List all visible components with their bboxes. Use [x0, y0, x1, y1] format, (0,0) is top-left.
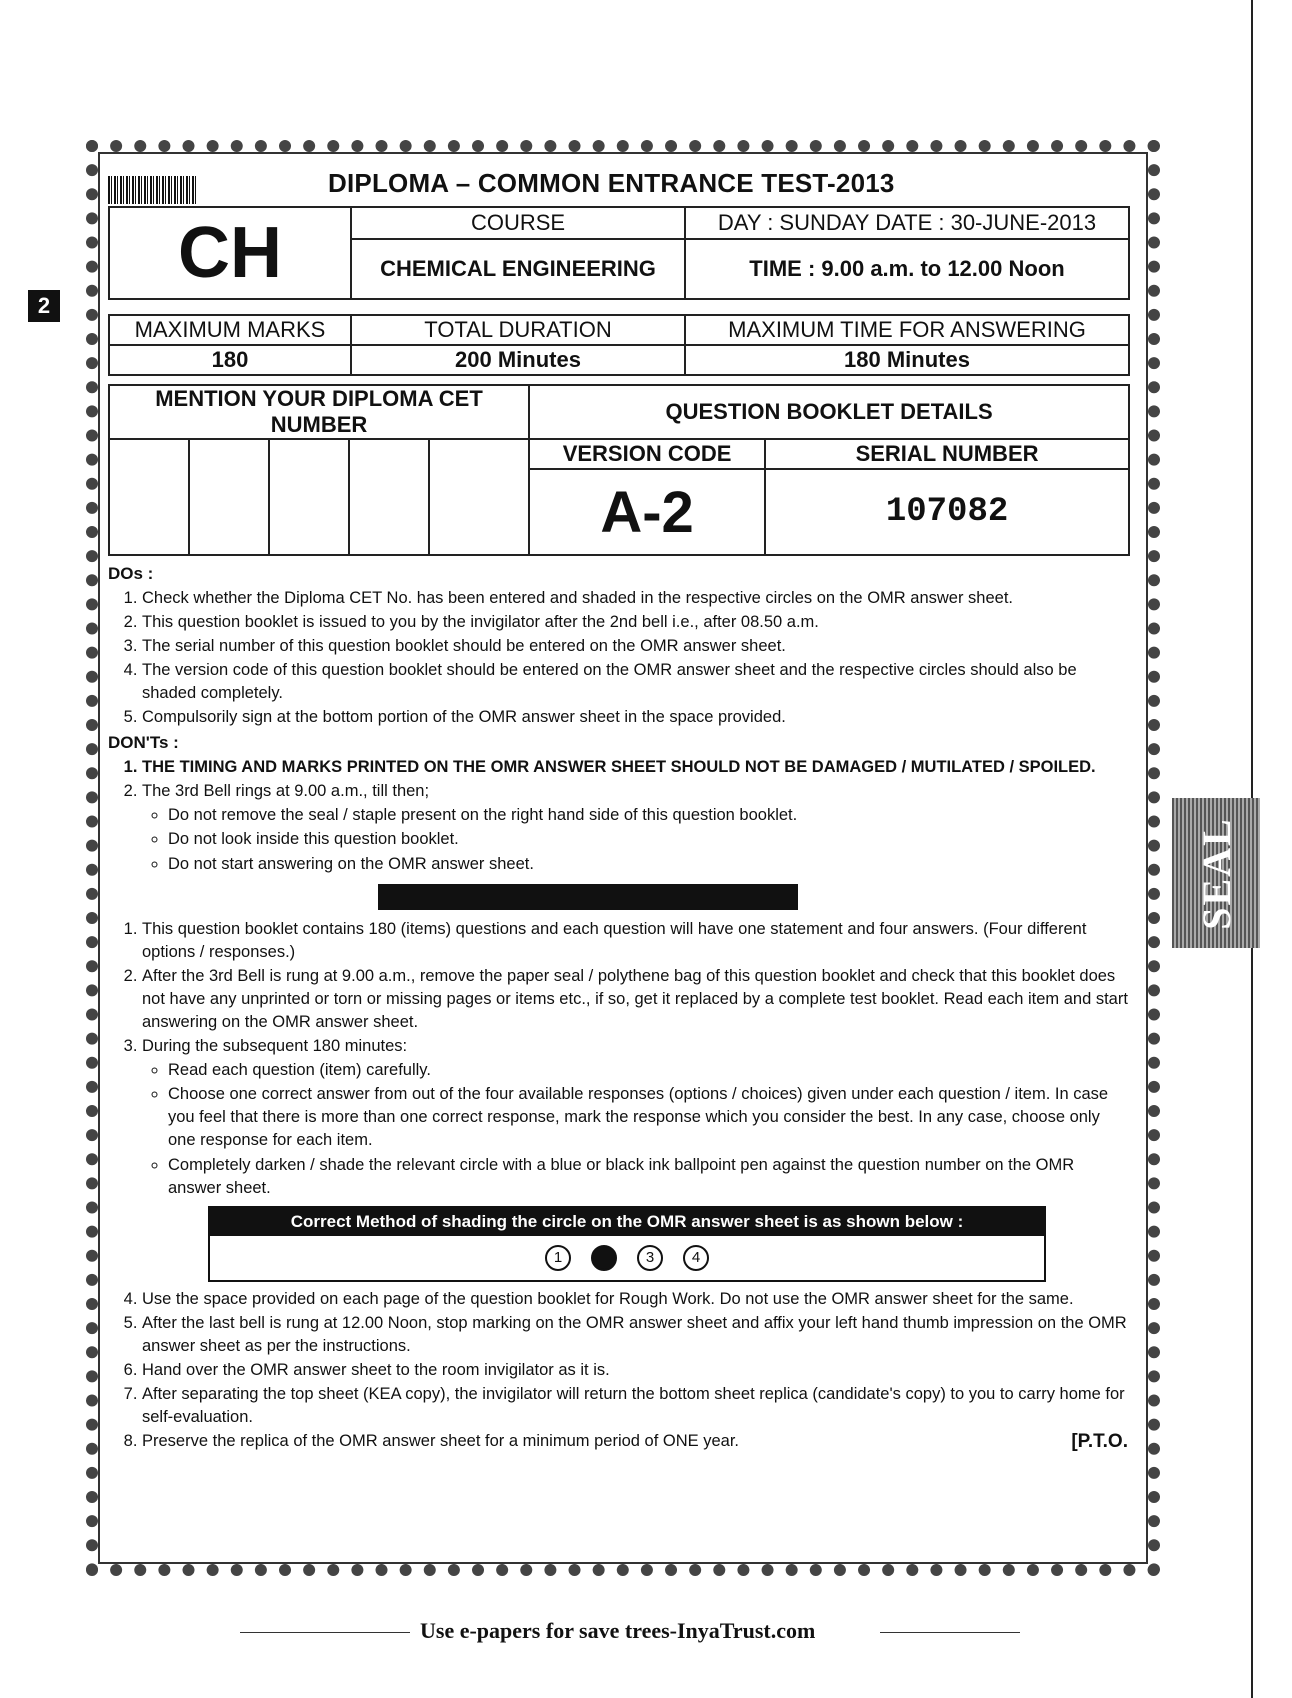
- dos-list: [108, 587, 1128, 730]
- donts-item: 1. THE TIMING AND MARKS PRINTED ON THE OMR ANSWER SHEET SHOULD NOT BE DAMAGED / MUTILATED / SPOILED.: [142, 756, 1128, 779]
- omr-circle-empty: 1: [545, 1245, 571, 1271]
- cet-digit-box-3[interactable]: [269, 439, 349, 555]
- donts-bullet: ◦ Do not look inside this question booklet.: [168, 828, 1128, 851]
- omr-circle-empty: 3: [637, 1245, 663, 1271]
- dos-item: 1. Check whether the Diploma CET No. has been entered and shaded in the respective circles on the OMR answer sheet.: [142, 587, 1128, 610]
- dos-item: 4. The version code of this question booklet should be entered on the OMR answer sheet and the respective circles should also be shaded completely.: [142, 659, 1128, 705]
- omr-example: [208, 1206, 1046, 1282]
- important-item: 8. Preserve the replica of the OMR answer sheet for a minimum period of ONE year.: [142, 1430, 1128, 1453]
- day-date: DAY : SUNDAY DATE : 30-JUNE-2013: [685, 207, 1129, 239]
- barcode: [108, 176, 198, 204]
- pto-mark: [P.T.O.: [1071, 1430, 1128, 1452]
- omr-example-title: Correct Method of shading the circle on the OMR answer sheet is as shown below :: [210, 1208, 1044, 1236]
- version-code-label: VERSION CODE: [529, 439, 765, 469]
- footer-rule-right: [880, 1632, 1020, 1633]
- important-item: [142, 1035, 1128, 1200]
- serial-number-label: SERIAL NUMBER: [765, 439, 1129, 469]
- cet-digit-box-4[interactable]: [349, 439, 429, 555]
- important-list-continued: [108, 1288, 1128, 1454]
- course-label: COURSE: [351, 207, 685, 239]
- max-marks: 180: [109, 345, 351, 375]
- seal-label: SEAL: [1193, 816, 1239, 930]
- max-time-label: MAXIMUM TIME FOR ANSWERING: [685, 315, 1129, 345]
- dos-item: 2. This question booklet is issued to you by the invigilator after the 2nd bell i.e., after 08.50 a.m.: [142, 611, 1128, 634]
- instructions: [108, 562, 1128, 1455]
- important-item-text: During the subsequent 180 minutes:: [142, 1037, 408, 1056]
- dos-item: 3. The serial number of this question booklet should be entered on the OMR answer sheet.: [142, 635, 1128, 658]
- important-item: 6. Hand over the OMR answer sheet to the room invigilator as it is.: [142, 1359, 1128, 1382]
- dos-heading: DOs :: [108, 564, 154, 583]
- version-code: A-2: [529, 469, 765, 555]
- important-bullet: ◦ Read each question (item) carefully.: [168, 1059, 1128, 1082]
- exam-time: TIME : 9.00 a.m. to 12.00 Noon: [685, 239, 1129, 299]
- max-marks-label: MAXIMUM MARKS: [109, 315, 351, 345]
- donts-item: [142, 780, 1128, 875]
- cet-digit-box-1[interactable]: [109, 439, 189, 555]
- dos-item: 5. Compulsorily sign at the bottom portion of the OMR answer sheet in the space provided.: [142, 706, 1128, 729]
- donts-heading: DON'Ts :: [108, 733, 179, 753]
- donts-item-text: The 3rd Bell rings at 9.00 a.m., till then;: [142, 782, 430, 801]
- omr-example-circles: [210, 1236, 1044, 1280]
- booklet-table: [108, 384, 1130, 556]
- exam-title: DIPLOMA – COMMON ENTRANCE TEST-2013: [328, 168, 895, 198]
- important-item: 5. After the last bell is rung at 12.00 Noon, stop marking on the OMR answer sheet and affix your left hand thumb impression on the OMR answer sheet as per the instructions.: [142, 1312, 1128, 1358]
- important-list: [108, 918, 1128, 1200]
- important-item: 4. Use the space provided on each page of the question booklet for Rough Work. Do not use the OMR answer sheet for the same.: [142, 1288, 1128, 1311]
- omr-circle-empty: 4: [683, 1245, 709, 1271]
- footer-rule-left: [240, 1632, 410, 1633]
- booklet-details-label: QUESTION BOOKLET DETAILS: [529, 385, 1129, 439]
- donts-list: [108, 756, 1128, 875]
- redacted-heading-bar: [378, 884, 798, 910]
- cet-digit-box-5[interactable]: [429, 439, 529, 555]
- total-duration-label: TOTAL DURATION: [351, 315, 685, 345]
- subject-code: CH: [109, 207, 351, 299]
- page-side-tab: 2: [28, 290, 60, 322]
- important-item: 2. After the 3rd Bell is rung at 9.00 a.m., remove the paper seal / polythene bag of this question booklet and check that this booklet does not have any unprinted or torn or missing pages or items etc., if so, get it replaced by a complete test booklet. Read each item and start answering on the OMR answer sheet.: [142, 965, 1128, 1034]
- course-table: [108, 206, 1130, 300]
- seal-strip: [1172, 798, 1260, 948]
- important-item: 1. This question booklet contains 180 (items) questions and each question will have one statement and four answers. (Four different options / responses.): [142, 918, 1128, 964]
- cet-digit-box-2[interactable]: [189, 439, 269, 555]
- serial-number: 107082: [765, 469, 1129, 555]
- omr-circle-filled: [591, 1245, 617, 1271]
- course-name: CHEMICAL ENGINEERING: [351, 239, 685, 299]
- cet-number-label: MENTION YOUR DIPLOMA CET NUMBER: [109, 385, 529, 439]
- marks-table: [108, 314, 1130, 376]
- max-time: 180 Minutes: [685, 345, 1129, 375]
- donts-bullet: ◦ Do not start answering on the OMR answer sheet.: [168, 853, 1128, 876]
- donts-bullets: [142, 804, 1128, 875]
- important-item: 7. After separating the top sheet (KEA copy), the invigilator will return the bottom sheet replica (candidate's copy) to you to carry home for self-evaluation.: [142, 1383, 1128, 1429]
- footer-text: Use e-papers for save trees-InyaTrust.com: [420, 1618, 816, 1643]
- important-bullet: ◦ Choose one correct answer from out of the four available responses (options / choices) given under each question / item. In case you feel that there is more than one correct response, mark the response which you consider the best. In any case, choose only one response for each item.: [168, 1083, 1128, 1152]
- important-bullets: [142, 1059, 1128, 1200]
- donts-bullet: ◦ Do not remove the seal / staple present on the right hand side of this question booklet.: [168, 804, 1128, 827]
- total-duration: 200 Minutes: [351, 345, 685, 375]
- important-bullet: ◦ Completely darken / shade the relevant circle with a blue or black ink ballpoint pen against the question number on the OMR answer sheet.: [168, 1154, 1128, 1200]
